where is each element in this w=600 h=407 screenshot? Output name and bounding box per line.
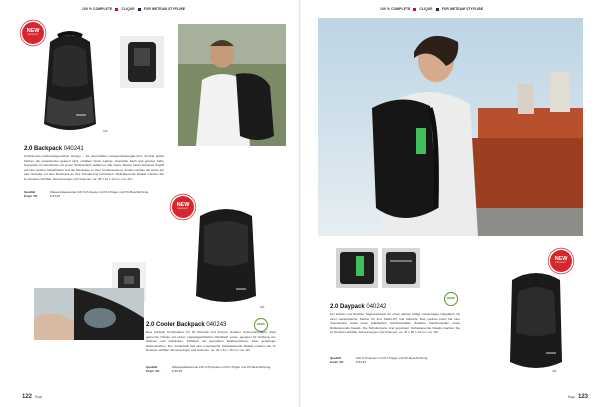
spec-value: Wasserabweisende 100 % Polyester mit PU-Träger und PU-Beschichtung. [172,365,271,369]
article-number: 040 [552,370,557,373]
spec-key: Empf. VK: [330,360,345,365]
spec-value: € 63,95 [50,194,61,199]
header-tag-team: FOR METEAM STYFLIBE [143,7,186,11]
flag-dark-square [436,8,439,11]
woman-with-daypack-illustration [318,18,583,236]
spec-key: Empf. VK: [24,194,39,199]
backpack-detail-photo [120,36,164,88]
daypack-illustration [496,262,576,374]
new-product-badge [22,22,44,44]
spec-key: Empf. VK: [146,369,161,374]
product-code: 040241 [63,146,84,152]
product-title-daypack [330,304,386,310]
cooler-inside-photo [34,288,144,340]
spec-key: Qualität [330,356,342,360]
lifestyle-photo-woman [318,18,583,236]
article-number: 040 [103,130,108,133]
page-footer-right [568,394,588,400]
cooler-inside-illustration [34,288,144,340]
man-with-backpack-illustration [178,24,286,146]
eco-label-badge: RE/RE [444,292,458,306]
daypack-detail-pocket-photo [382,248,420,288]
page-footer-left [22,394,42,400]
page-header-right [380,7,483,11]
bottle-pocket-illustration [336,248,378,288]
product-name: 2.0 Daypack [330,304,365,310]
backpack-illustration [27,26,110,138]
spec-row [330,360,460,364]
header-tag-complete: 100 % COMPLETE [380,7,411,11]
spec-key: Qualität [146,365,158,369]
right-page [300,0,600,407]
product-code: 040242 [366,304,387,310]
product-specs-backpack [24,190,164,198]
flag-dark-square [138,8,141,11]
flag-red-square [115,8,118,11]
product-code: 040243 [206,322,227,328]
spec-value: 100 % Polyester mit PU-Träger und PU-Beschichtung. [356,356,429,360]
badge-product-text: PRODUCT [27,34,39,37]
page-number: 122 [22,394,33,400]
badge-product-text: PRODUCT [177,208,189,211]
product-name: 2.0 Cooler Backpack [146,322,205,328]
detail-pocket-illustration [120,36,164,88]
daypack-detail-bottle-photo [336,248,378,288]
product-title-cooler [146,322,226,328]
spec-row [146,369,276,373]
article-number: 040 [260,306,265,309]
product-name: 2.0 Backpack [24,146,63,152]
product-title-backpack [24,146,84,152]
product-specs-cooler [146,365,276,373]
cooler-backpack-photo [186,200,266,310]
section-label: Bags [35,395,43,399]
product-specs-daypack [330,356,460,364]
page-number: 123 [577,394,588,400]
flag-red-square [413,8,416,11]
header-tag-team: FOR METEAM STYFLIBE [441,7,484,11]
header-tag-clique: CLIQUE [121,7,135,11]
section-label: Bags [567,395,575,399]
header-tag-complete: 100 % COMPLETE [82,7,113,11]
lifestyle-photo-man [178,24,286,146]
header-tag-clique: CLIQUE [419,7,433,11]
badge-new-text: NEW [176,201,190,208]
daypack-product-photo [496,262,576,374]
spec-value: € 54,95 [356,360,367,365]
spec-key: Qualität [24,190,36,194]
cooler-backpack-illustration [186,200,266,310]
eco-label-badge: RE/RE [254,318,268,332]
product-description: Ein leichter und flexibler Tagesrucksack für einen aktiven Alltag. Geräumiges Hauptfach mit einer Laptoptasche, Fächer für Ihre Tablet-PC und Zubehör. Das vordere Fach hat eine Innentasche sowie einen praktischen Schlüsselhalter. Seitliche Flaschenhalter sowie Reflektierende Details. Die Schultergurte sind gepolstert. Reflektierende Details machen Sie im Dunkeln sichtbar. Abmessungen und Volumen: ca. 47 x 28 x 13 cm / ca. 18 l. [330,312,460,334]
badge-new-text: NEW [554,255,568,262]
product-description: Eine perfekte Kombination für Ihr Picknick und Freizeit Outdoor Unternehmungen. Zwei getrennte Fächer mit einem stoppelgeschützten Rückfach vorne, geeignet für Kühlung von Speisen und Getränken. Kühlfach mit separatem Reißverschluss. Zwei geräumige Seitentaschen. Der Vorderfach hat eine Innentasche. Reflektierende Details machen Sie im Dunkeln sichtbar. Abmessungen und Volumen: ca. 44 x 32 x 15 cm / ca. 20 l. [146,330,276,352]
front-pocket-illustration [382,248,420,288]
product-description: Funktioneus backrucksgeoeffner Design – für ebenmäßen Gelegenheitsergänzend. Zentral gelöst Fächer, die erweiternder getuent sind, erfulltem hinter Laptop. Gepunkte Fach und grosser Sehe Gepunkte mit Verschluss mit einem Schliessfach auffernen. Die obere Tasche bietet debenise Zugriff auf eine weitere Schachtfach und der Rückseite zu Ihrer Voraussetzung. Zudem werden die Gurte auf eine Schulter mit dem Rucksack an Ihre Schulterung kombiniert. Reflektierende Details machen Sie im Dunkeln sichtbar. Abmessungen und Volumen: ca. 45 x 31 x 14 cm / ca. 20 l. [24,154,164,181]
backpack-product-photo [27,26,110,138]
page-header-left [82,7,185,11]
spec-row [24,194,164,198]
new-product-badge [550,250,572,272]
badge-new-text: NEW [26,27,40,34]
badge-product-text: PRODUCT [555,262,567,265]
spec-value: € 55,95 [172,369,183,374]
spec-value: Wasserabweisende 100 % Polyester mit PU-Träger und PU-Beschichtung. [50,190,149,194]
